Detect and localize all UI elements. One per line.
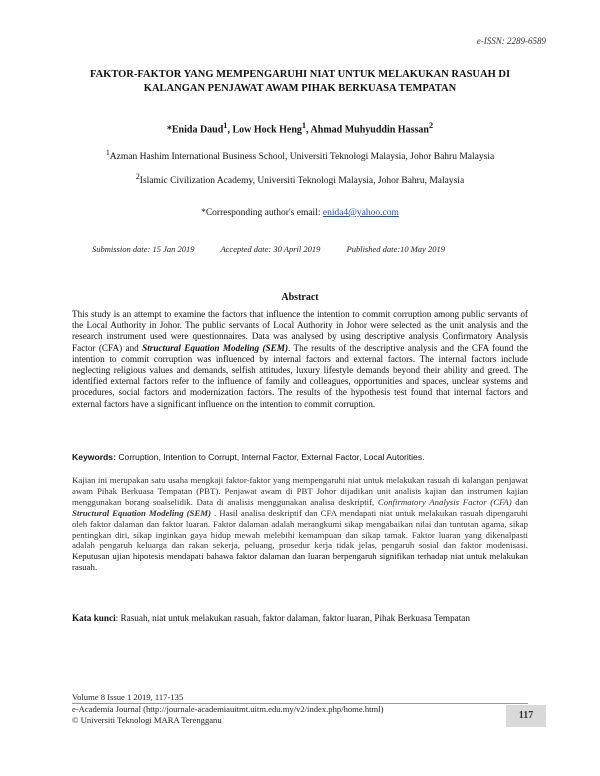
- malay-text: Kajian ini merupakan satu usaha mengkaji faktor-faktor yang mempengaruhi niat untuk melakukan rasuah di kalangan penjawat awam Pihak Berkuasa Tempatan (PBT). Penjawat awam di PBT Johor dijadikan unit analisis kajian dan instrumen kajian menggunakan borang soalselidik. Data di analisis menggunakan analisa deskriptif,: [72, 475, 528, 507]
- keywords-label: Keywords:: [72, 452, 116, 462]
- malay-abstract: [72, 475, 528, 573]
- author-list: *Enida Daud$^1$, Low Hock Heng$^1$, Ahmad Muhyuddin Hassan$^2$: [166, 121, 434, 136]
- submission-date: Submission date: 15 Jan 2019: [92, 244, 195, 254]
- author-sup: 2: [428, 121, 434, 130]
- keywords: [72, 452, 528, 462]
- footer-journal: e-Academia Journal (http://journale-academiauitmt.uitm.edu.my/v2/index.php/home.html): [72, 703, 384, 714]
- author-sup: 1: [223, 121, 228, 130]
- abstract-heading: Abstract: [281, 292, 319, 303]
- paper-title: FAKTOR-FAKTOR YANG MEMPENGARUHI NIAT UNTUK MELAKUKAN RASUAH DI KALANGAN PENJAWAT AWAM PIHAK BERKUASA TEMPATAN: [89, 69, 511, 94]
- author-name: Low Hock Heng: [232, 124, 302, 136]
- malay-cfa-term: Confirmatory Analysis Factor (CFA): [377, 496, 512, 507]
- affiliation-1: [0, 148, 600, 162]
- published-date: Published date:10 May 2019: [346, 244, 445, 254]
- corresponding-label: *Corresponding author's email:: [201, 208, 321, 218]
- affiliation-sup: 1: [105, 148, 110, 157]
- affiliation-text: Azman Hashim International Business School, Universiti Teknologi Malaysia, Johor Bahru Malaysia: [109, 152, 495, 163]
- affiliation-text: Islamic Civilization Academy, Universiti Teknologi Malaysia, Johor Bahru, Malaysia: [139, 176, 465, 187]
- affiliation-2: [0, 172, 600, 186]
- kata-kunci-text: : Rasuah, niat untuk melakukan rasuah, faktor dalaman, faktor luaran, Pihak Berkuasa Tempatan: [115, 613, 470, 623]
- abstract-text: This study is an attempt to examine the factors that influence the intention to commit corruption among public servants of the Local Authority in Johor. The public servants of Local Authority in Johor were selected as the unit analysis and the research instrument used were questionnaires. Data was analysed by using descriptive analysis Confirmatory Analysis Factor (CFA) and: [72, 309, 528, 353]
- footer-volume: Volume 8 Issue 1 2019, 117-135: [72, 692, 184, 702]
- abstract-text: . The results of the descriptive analysis and the CFA found the intention to commit corruption was influenced by internal factors and external factors. The internal factors include neglecting religious values and demands, selfish attitudes, luxury lifestyle demands beyond their ability and greed. The identified external factors refer to the influence of family and colleagues, opportunities and spaces, unclear systems and procedures, social factors and modernization factors. The results of the hypothesis test found that internal factors and external factors have a significant influence on the intention to commit corruption.: [72, 342, 528, 409]
- malay-text: Keputusan ujian hipotesis mendapati bahawa faktor dalaman dan luaran berpengaruh signifikan terhadap niat untuk melakukan rasuah.: [72, 551, 528, 573]
- affiliation-sup: 2: [135, 172, 140, 181]
- author-sup: 1: [301, 121, 307, 130]
- publication-dates: [92, 244, 469, 254]
- footer-divider: [72, 703, 528, 704]
- abstract-sem-term: Structural Equation Modeling (SEM): [142, 342, 289, 353]
- corresponding-email-link[interactable]: enida4@yahoo.com: [322, 208, 399, 218]
- author-name: *Enida Daud: [166, 124, 224, 136]
- abstract-body: [72, 309, 528, 410]
- malay-text: dan: [511, 496, 528, 507]
- accepted-date: Accepted date: 30 April 2019: [220, 244, 321, 254]
- kata-kunci: [72, 612, 528, 624]
- malay-text: . Hasil analisa deskriptif dan CFA mendapati niat untuk melakukan rasuah dipengaruhi oleh faktor dalaman dan faktor luaran. Faktor dalaman adalah merangkumi sikap mengabaikan nilai dan tuntutan agama, sikap pentingkan diri, sikap inginkan gaya hidup mewah melebihi kemampuan dan sikap tamak. Faktor luaran yang dikenalpasti adalah pengaruh keluarga dan rakan sekerja, peluang, prosedur kerja tidak jelas, pengaruh sosial dan faktor modenisasi.: [72, 507, 528, 551]
- author-name: Ahmad Muhyuddin Hassan: [310, 124, 429, 136]
- malay-sem-term: Structural Equation Modeling (SEM): [72, 507, 212, 518]
- keywords-text: Corruption, Intention to Corrupt, Internal Factor, External Factor, Local Autorities.: [118, 452, 425, 462]
- page-number: 117: [506, 705, 546, 727]
- page-footer: [72, 692, 383, 727]
- issn-header: e-ISSN: 2289-6589: [476, 36, 546, 46]
- kata-kunci-label: Kata kunci: [72, 613, 116, 623]
- corresponding-author: [0, 208, 600, 218]
- footer-copyright: © Universiti Teknologi MARA Terengganu: [72, 715, 222, 725]
